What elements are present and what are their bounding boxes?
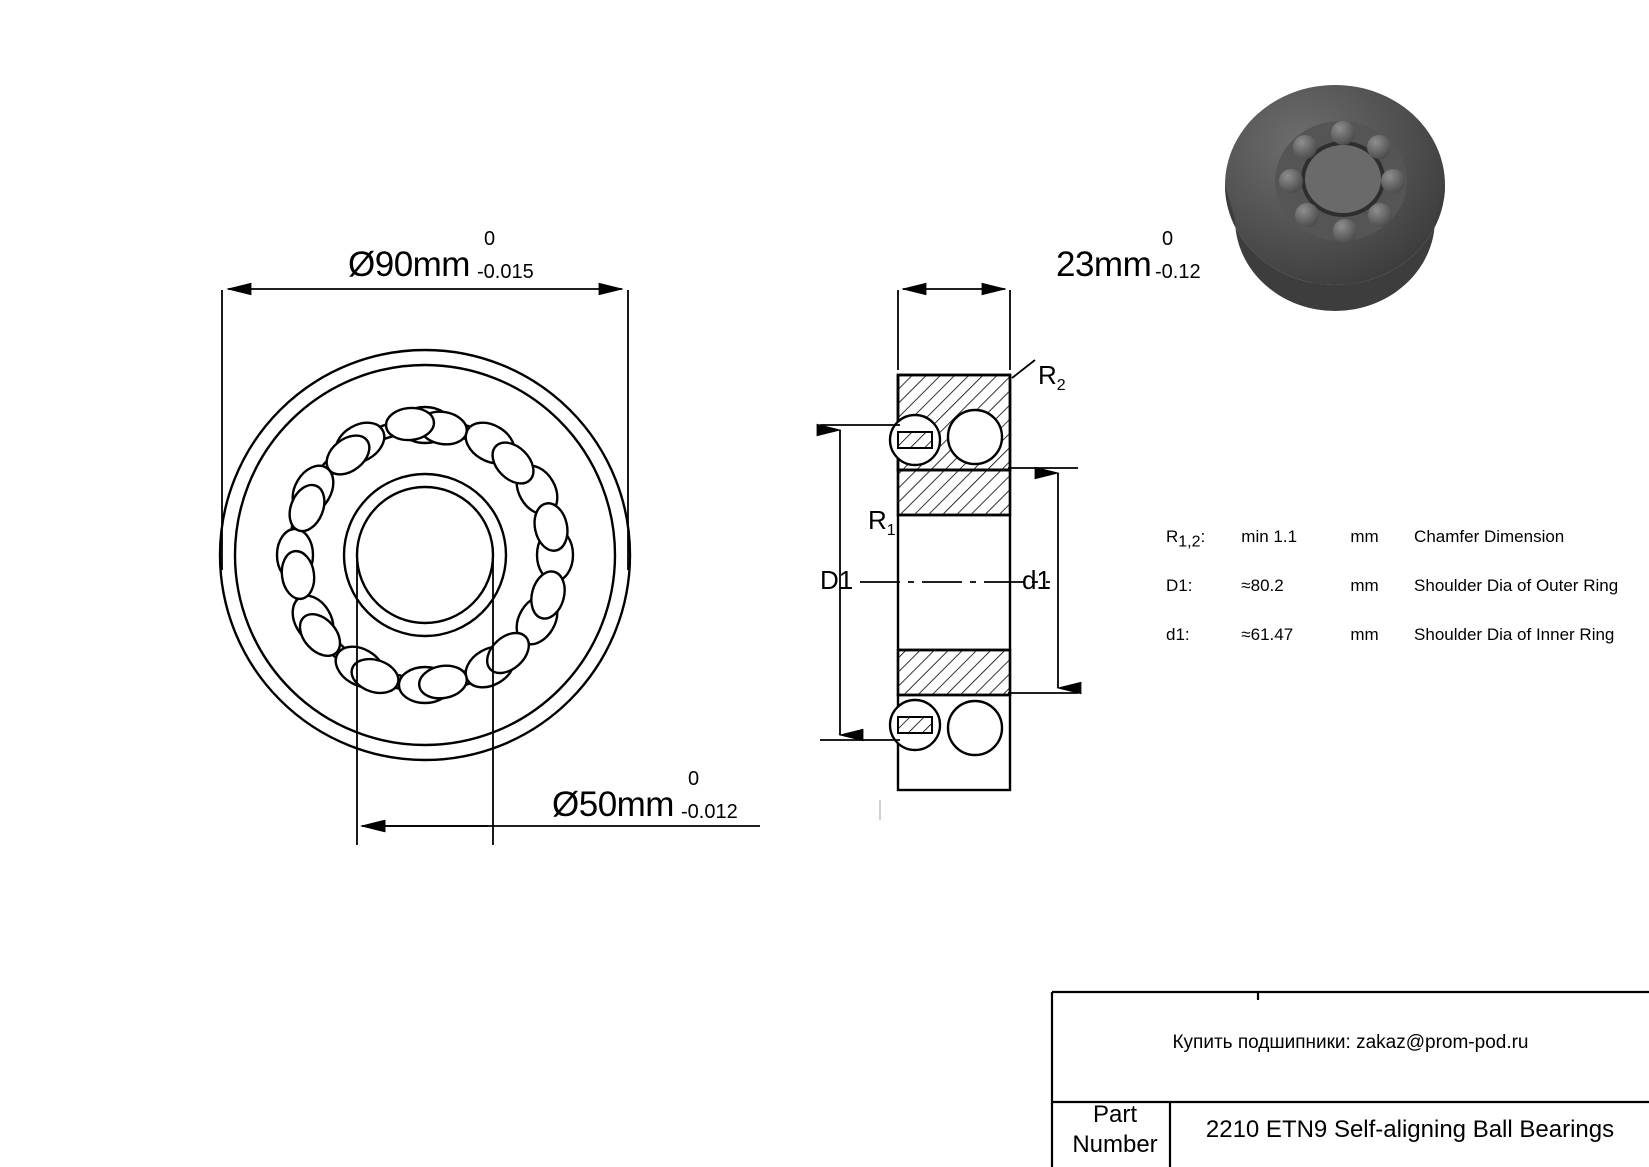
id-tolerance-lower: -0.012 — [681, 801, 738, 823]
spec-symbol-suffix: : — [1187, 576, 1193, 595]
r1-symbol: R — [868, 505, 887, 535]
r1-subscript: 1 — [886, 522, 896, 540]
front-view-rolling-elements — [277, 406, 573, 703]
spec-symbol-text: d1 — [1166, 625, 1185, 644]
spec-value: min 1.1 — [1241, 527, 1298, 546]
d1-inner-label: d1 — [1022, 565, 1051, 595]
spec-value: ≈80.2 — [1241, 576, 1284, 595]
r2-label — [1038, 360, 1066, 395]
r2-subscript: 2 — [1056, 377, 1066, 395]
title-block — [1052, 992, 1649, 1167]
od-tolerance-lower: -0.015 — [477, 261, 534, 283]
width-dimension-value: 23mm — [1056, 245, 1152, 284]
spec-unit: mm — [1350, 527, 1379, 546]
spec-symbol — [1166, 527, 1241, 551]
spec-description: Shoulder Dia of Inner Ring — [1414, 625, 1615, 644]
spec-symbol — [1166, 625, 1241, 649]
part-number-label-line2: Number — [1072, 1131, 1158, 1158]
spec-symbol-text: D1 — [1166, 576, 1188, 595]
part-number-label — [1060, 1100, 1170, 1160]
spec-table — [1166, 527, 1636, 674]
iso-bearing-render — [1225, 85, 1445, 311]
spec-symbol-sub: 1,2 — [1178, 533, 1201, 551]
spec-unit: mm — [1350, 576, 1379, 595]
spec-description: Shoulder Dia of Outer Ring — [1414, 576, 1619, 595]
spec-description: Chamfer Dimension — [1414, 527, 1565, 546]
spec-row — [1166, 576, 1636, 625]
width-tolerance-upper: 0 — [1162, 228, 1174, 250]
od-dimension-value: Ø90mm — [348, 245, 470, 284]
spec-unit: mm — [1350, 625, 1379, 644]
d1-outer-label: D1 — [820, 565, 854, 595]
spec-row — [1166, 527, 1636, 576]
spec-symbol-suffix: : — [1184, 625, 1190, 644]
r2-symbol: R — [1038, 360, 1057, 390]
part-number-label-line1: Part — [1092, 1101, 1137, 1128]
spec-row — [1166, 625, 1636, 674]
part-number-value: 2210 ETN9 Self-aligning Ball Bearings — [1205, 1116, 1615, 1143]
contact-email-line: Купить подшипники: zakaz@prom-pod.ru — [1172, 1032, 1529, 1053]
id-dimension-value: Ø50mm — [552, 785, 674, 824]
r1-label — [868, 505, 896, 540]
spec-symbol — [1166, 576, 1241, 600]
width-tolerance-lower: -0.12 — [1155, 261, 1201, 283]
id-tolerance-upper: 0 — [688, 768, 700, 790]
spec-symbol-suffix: : — [1200, 527, 1206, 546]
od-tolerance-upper: 0 — [484, 228, 496, 250]
spec-value: ≈61.47 — [1241, 625, 1294, 644]
spec-symbol-text: R — [1166, 527, 1179, 546]
width-dimension — [898, 289, 1010, 370]
